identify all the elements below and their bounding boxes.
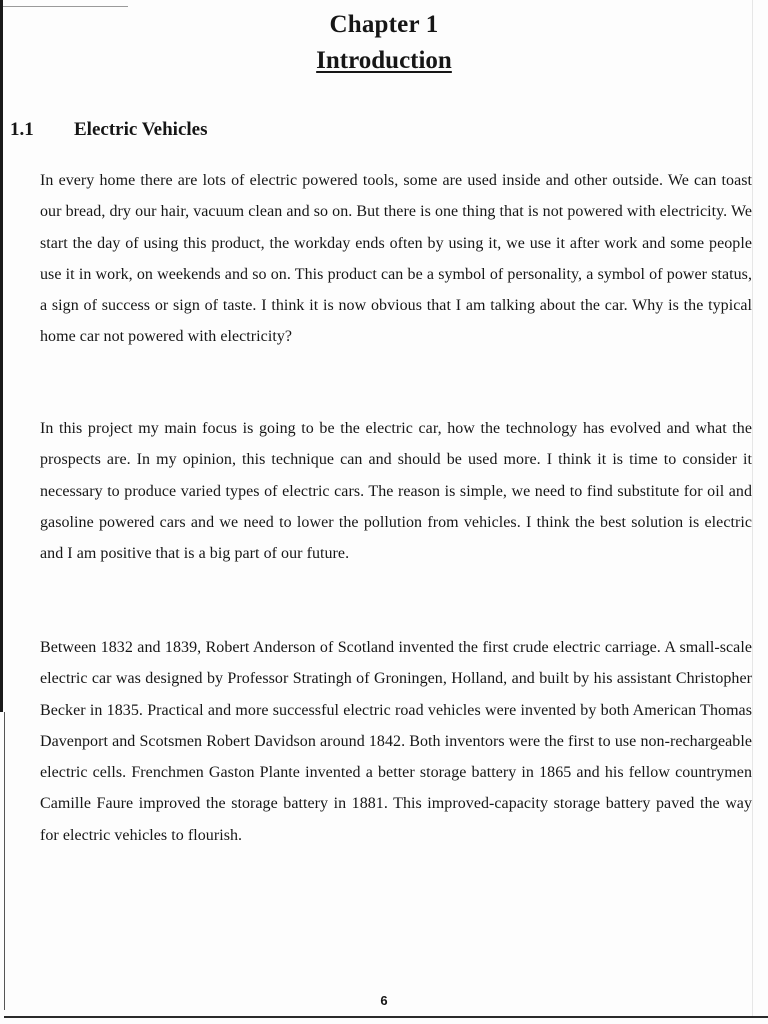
section-heading xyxy=(10,116,208,144)
chapter-title xyxy=(0,44,768,78)
paragraph: Between 1832 and 1839, Robert Anderson of Scotland invented the first crude electric carriage. A small-scale electric car was designed by Professor Stratingh of Groningen, Holland, and built by his assistant Christopher Becker in 1835. Practical and more successful electric road vehicles were invented by both American Thomas Davenport and Scotsmen Robert Davidson around 1842. Both inventors were the first to use non-rechargeable electric cells. Frenchmen Gaston Plante invented a better storage battery in 1865 and his fellow countrymen Camille Faure improved the storage battery in 1881. This improved-capacity storage battery paved the way for electric vehicles to flourish. xyxy=(40,639,752,844)
section-title: Electric Vehicles xyxy=(74,119,208,140)
paragraph: In this project my main focus is going to be the electric car, how the technology has evolved and what the prospects are. In my opinion, this technique can and should be used more. I think it is time to consider it necessary to produce varied types of electric cars. The reason is simple, we need to find substitute for oil and gasoline powered cars and we need to lower the pollution from vehicles. I think the best solution is electric and I am positive that is a big part of our future. xyxy=(40,420,752,563)
scan-edge-left-lower xyxy=(4,712,5,1010)
chapter-heading: Chapter 1 xyxy=(329,11,439,38)
section-number: 1.1 xyxy=(10,119,34,140)
chapter-title-text: Introduction xyxy=(316,47,452,74)
paragraph: In every home there are lots of electric powered tools, some are used inside and other outside. We can toast our bread, dry our hair, vacuum clean and so on. But there is one thing that is not powered with electricity. We start the day of using this product, the workday ends often by using it, we use it after work and some people use it in work, on weekends and so on. This product can be a symbol of personality, a symbol of power status, a sign of success or sign of taste. I think it is now obvious that I am talking about the car. Why is the typical home car not powered with electricity? xyxy=(40,172,752,346)
scan-edge-left xyxy=(0,0,3,712)
page-number: 6 xyxy=(380,993,388,1008)
scan-edge-right xyxy=(752,0,753,1016)
scan-edge-bottom xyxy=(4,1016,768,1018)
scan-edge-top xyxy=(0,6,128,7)
